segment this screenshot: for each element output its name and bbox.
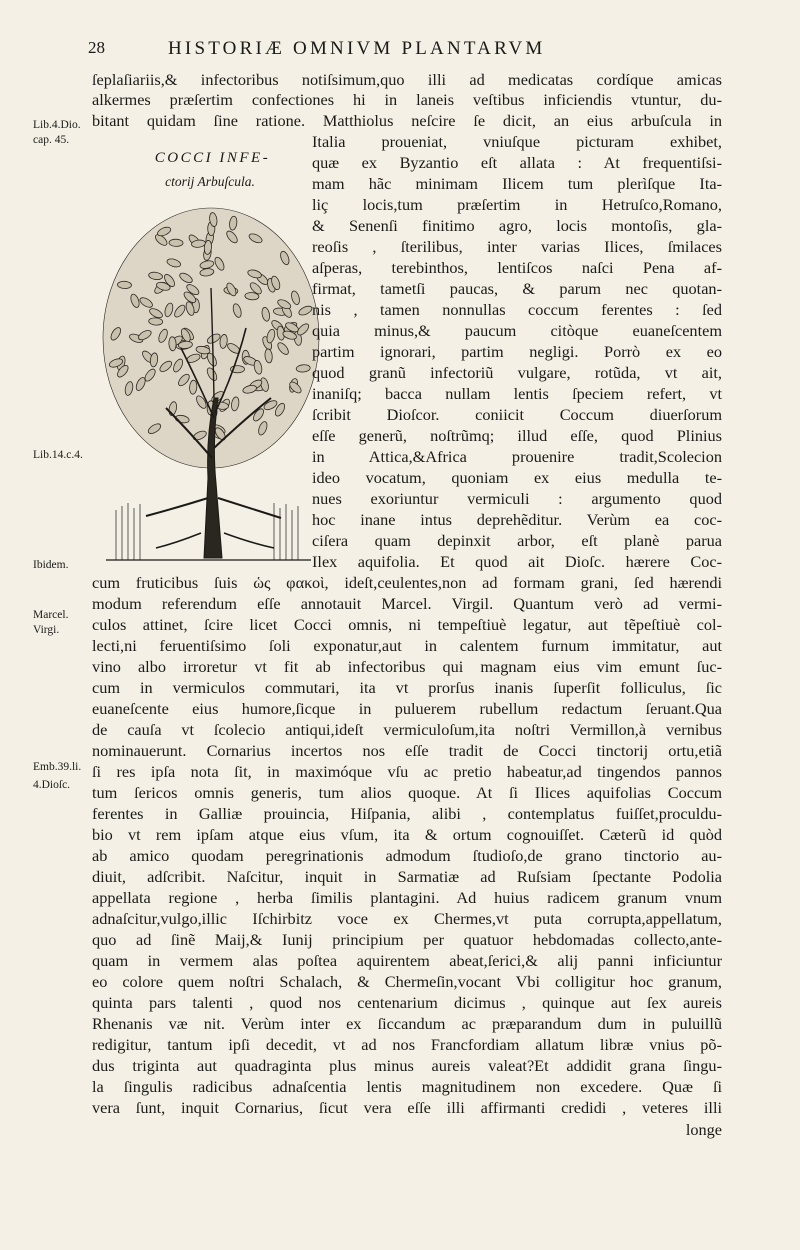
text-line: modum referendum eſſe annotauit Marcel. Virgil. Quantum verò ad vermi- [92,594,722,613]
tree-woodcut-illustration [96,198,326,563]
text-line: partim ignorari, partim negligi. Porrò ex eo [312,342,722,361]
text-line: diuit, adſcribit. Naſcitur, inquit in Sarmatiæ ad Ruſsiam ſpectante Podolia [92,867,722,886]
text-line: ſeplaſiariis,& infectoribus notiſsimum,quo illi ad medicatas cordíque amicas [92,70,722,89]
margin-note: Emb.39.li. [33,761,82,773]
text-line: Ilex aquifolia. Et quod ait Dioſc. hærere Coc- [312,552,722,571]
text-line: quod granũ infectoriũ vulgare, rotũda, vt ait, [312,363,722,382]
text-line: vera ſunt, inquit Cornarius, ſicut vera eſſe illi affirmanti credidi , veteres illi [92,1098,722,1117]
text-line: ciſera quam depinxit arbor, eſt planè parua [312,531,722,550]
margin-note: Marcel. [33,609,69,621]
text-line: vino albo irroretur vt fit ab infectoribus qui magnam eius vim emunt ſuc- [92,657,722,676]
text-line: cum in vermiculos commutari, ita vt prorſus inanis ſuperſit folliculus, ſic [92,678,722,697]
text-line: Italia proueniat, vniuſque picturam exhibet, [312,132,722,151]
margin-note: Virgi. [33,624,60,636]
running-title: HISTORIÆ OMNIVM PLANTARVM [168,38,546,59]
text-line: in Attica,&Africa prouenire tradit,Scolecion [312,447,722,466]
margin-note: 4.Dioſc. [33,779,71,791]
text-line: nues exoriuntur vermiculi : argumento quod [312,489,722,508]
text-line: & Senenſi finitimo agro, locis montoſis, gla- [312,216,722,235]
text-line: nis , tamen nonnullas coccum ferentes : ſed [312,300,722,319]
text-line: Rhenanis væ nit. Verùm inter ex ſiccandum ac præparandum dum in puluillũ [92,1014,722,1033]
text-line: ſi res ipſa nota ſit, in maximóque vſu ac pretio habeatur,ad tingendos pannos [92,762,722,781]
text-line: ſcribit Dioſcor. coniicit Coccum diuerſorum [312,405,722,424]
text-line: quam in vermem alas poſtea aquirentem abeat,ſerici,& alij panni inficiuntur [92,951,722,970]
margin-note: Lib.4.Dio. [33,119,81,131]
text-line: nominauerunt. Cornarius incertos nos eſſe tradit de Cocci tinctorij ortu,etiã [92,741,722,760]
page-number: 28 [88,38,105,57]
text-line: appellata regione , herba ſimilis plantagini. Ad huius radicem granum vnum [92,888,722,907]
running-header [88,38,728,64]
text-line: liç locis,tum præſertim in Hetruſco,Romano, [312,195,722,214]
text-line: quo ad ſinẽ Maij,& Iunij principium per quatuor hebdomadas collecto,ante- [92,930,722,949]
catchword: longe [685,1120,722,1139]
text-line: reoſis , ſterilibus, inter varias Ilices, ſmilaces [312,237,722,256]
text-line: ideo vocatum, quoniam ex eius medulla te- [312,468,722,487]
text-line: quia minus,& paucum citòque euaneſcentem [312,321,722,340]
text-line: alkermes præſertim confectiones hi in laneis veſtibus inficiendis vtuntur, du- [92,90,722,109]
text-line: la ſingulis radicibus adnaſcentia lentis magnitudinem non excedere. Quæ ſi [92,1077,722,1096]
text-line: quæ ex Byzantio eſt allata : At frequentiſsi- [312,153,722,172]
text-line: quinta pars talenti , quod nos centenarium dicimus , quinque aut ſex aureis [92,993,722,1012]
text-line: eo colore quem noſtri Schalach, & Chermeſin,vocant Vbi colligitur hoc granum, [92,972,722,991]
margin-note: cap. 45. [33,134,70,146]
text-line: mam hãc minimam Ilicem tum plerìſque Ita- [312,174,722,193]
text-line: culos attinet, ſcire licet Cocci omnis, ni tempeſtiuè legatur, aut tẽpeſtiuè col- [92,615,722,634]
text-line: hoc inane intus deprehẽditur. Verùm ea coc- [312,510,722,529]
text-line: aſperas, terebinthos, lentiſcos naſci Pena af- [312,258,722,277]
text-line: bitant quidam ſine ratione. Matthiolus neſcire ſe dicit, an eius arbuſcula in [92,111,722,130]
text-line: tum ſericos omnis generis, tum alios quoque. At ſi Ilices aquifolias Coccum [92,783,722,802]
text-line: ferentes in Galliæ prouincia, Hiſpania, alibi , contemplatus fuiſſet,proculdu- [92,804,722,823]
margin-note: Ibidem. [33,559,69,571]
text-line: euaneſcente eius humore,ſicque in puluerem rubellum redactum ſeruant.Qua [92,699,722,718]
text-line: adnaſcitur,vulgo,illic Iſchirbitz voce ex Chermes,vt puta corrupta,appellatum, [92,909,722,928]
text-line: inaniſq; bacca nullam lentis ſpeciem refert, vt [312,384,722,403]
margin-note: Lib.14.c.4. [33,449,83,461]
text-line: lecti,ni feruentiſsimo ſoli exponatur,aut in calentem furnum immitatur, aut [92,636,722,655]
text-line: eſſe generũ, noſtrũmq; illud eſſe, quod Plinius [312,426,722,445]
figure-caption-line2: ctorij Arbuſcula. [165,174,255,189]
text-line: bio vt rem ipſam atque eius vſum, ita & ortum cognouiſſet. Cæterũ id quòd [92,825,722,844]
text-line: de cauſa vt ſcolecio antiqui,ideſt vermiculoſum,ita noſtri Vermillon,à vernibus [92,720,722,739]
text-line: cum fruticibus ſuis ὡς φακοὶ, ideſt,ceulentes,non ad formam grani, ſed hærendi [92,573,722,592]
text-line: ab amico quodam peregrinationis admodum ſtudioſo,de grano tinctorio au- [92,846,722,865]
text-line: redigitur, tantum ipſi decedit, vt ad nos Francfordiam allatum libræ vnius põ- [92,1035,722,1054]
figure-caption-line1: COCCI INFE- [154,150,271,166]
text-line: firmat, tametſi paucas, & parum nec quotan- [312,279,722,298]
text-line: dus triginta aut quadraginta plus minus aureis valeat?Et addidit grana ſingu- [92,1056,722,1075]
